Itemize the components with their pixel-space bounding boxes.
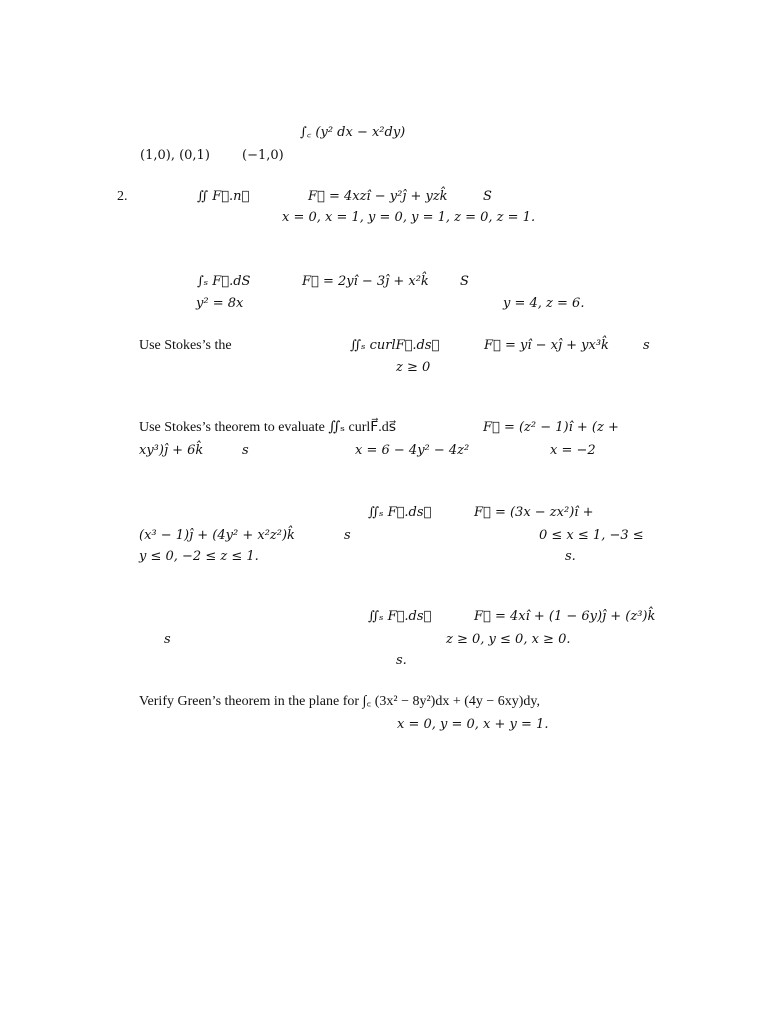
p4-integral: ∬ₛ curlF⃗.ds⃗: [350, 338, 440, 353]
p1-points: (1,0), (0,1): [140, 148, 210, 163]
p2-field: F⃗ = 4xzî − y²ĵ + yzk̂: [308, 189, 448, 204]
p4-surface: s: [643, 338, 650, 353]
p5-surface: s: [242, 443, 249, 458]
p8-bounds: x = 0, y = 0, x + y = 1.: [397, 717, 549, 732]
p4-field: F⃗ = yî − xĵ + yx³k̂: [484, 338, 609, 353]
p5-field-a: F⃗ = (z² − 1)î + (z +: [483, 420, 619, 435]
p7-integral: ∬ₛ F⃗.ds⃗: [368, 609, 432, 624]
p4-condition: z ≥ 0: [396, 360, 431, 375]
p7-end: s.: [396, 653, 407, 668]
p4-intro: Use Stokes’s the: [139, 338, 232, 353]
p3-integral: ∫ₛ F⃗.dS: [197, 274, 251, 289]
p1-point3: (−1,0): [242, 148, 284, 163]
p5-field-b: xy³)ĵ + 6k̂: [139, 443, 204, 458]
p6-field-b: (x³ − 1)ĵ + (4y² + x²z²)k̂: [139, 528, 295, 543]
p2-number: 2.: [117, 189, 128, 204]
p5-intro: Use Stokes’s theorem to evaluate ∬ₛ curlF⃗.ds⃗: [139, 420, 397, 435]
p2-bounds: x = 0, x = 1, y = 0, y = 1, z = 0, z = 1.: [282, 210, 536, 225]
p7-conditions: z ≥ 0, y ≤ 0, x ≥ 0.: [446, 632, 571, 647]
p6-range-b: y ≤ 0, −2 ≤ z ≤ 1.: [139, 549, 259, 564]
p2-surface: S: [483, 189, 492, 204]
p3-surface: S: [460, 274, 469, 289]
p3-field: F⃗ = 2yî − 3ĵ + x²k̂: [302, 274, 429, 289]
p6-field-a: F⃗ = (3x − zx²)î +: [474, 505, 594, 520]
p3-planes: y = 4, z = 6.: [503, 296, 585, 311]
p7-surface: s: [164, 632, 171, 647]
p6-range-a: 0 ≤ x ≤ 1, −3 ≤: [539, 528, 644, 543]
p6-end: s.: [565, 549, 576, 564]
p5-plane: x = −2: [550, 443, 596, 458]
p3-curve: y² = 8x: [196, 296, 244, 311]
p1-integral: ∫꜀ (y² dx − x²dy): [300, 125, 406, 140]
p6-surface: s: [344, 528, 351, 543]
p7-field: F⃗ = 4xî + (1 − 6y)ĵ + (z³)k̂: [474, 609, 656, 624]
p6-integral: ∬ₛ F⃗.ds⃗: [368, 505, 432, 520]
p8-intro: Verify Green’s theorem in the plane for ∫꜀ (3x² − 8y²)dx + (4y − 6xy)dy,: [139, 694, 541, 709]
p2-integral: ∬ F⃗.n⃗: [197, 189, 250, 204]
p5-paraboloid: x = 6 − 4y² − 4z²: [355, 443, 470, 458]
